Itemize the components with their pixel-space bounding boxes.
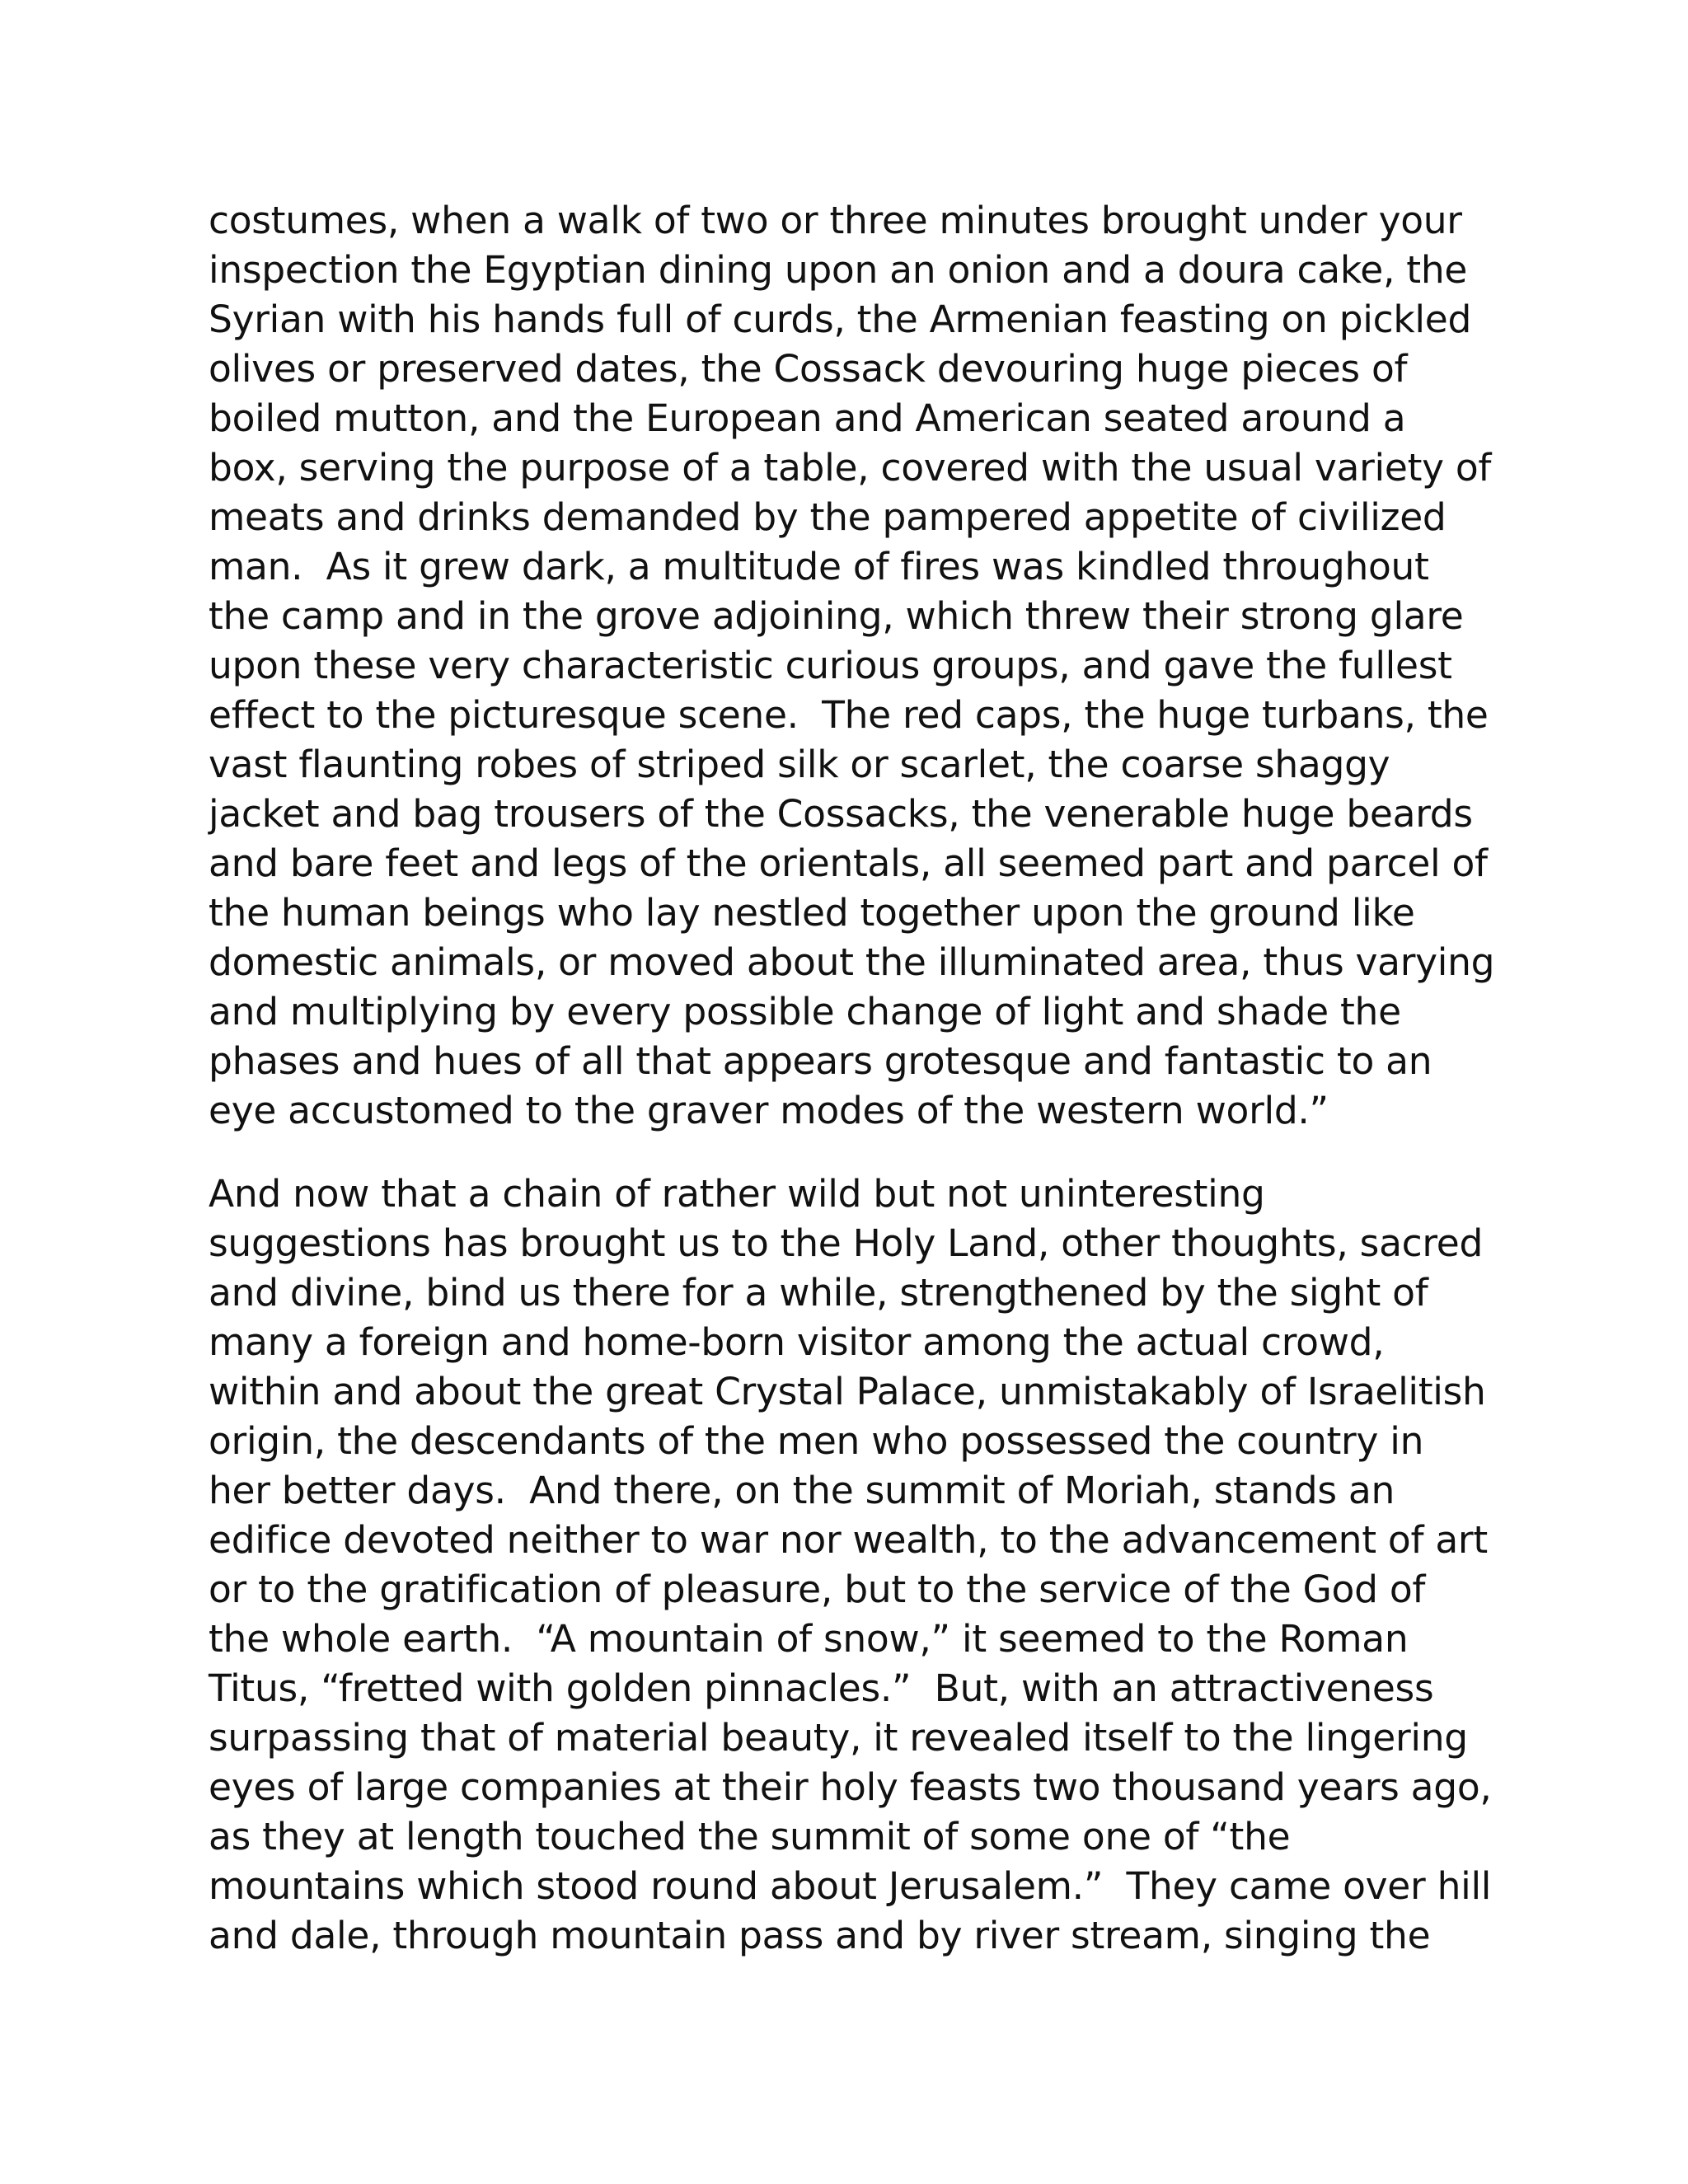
text-line: many a foreign and home-born visitor among the actual crowd,: [209, 1320, 1385, 1364]
paragraph-2: [209, 1169, 1492, 1961]
text-line: or to the gratification of pleasure, but to the service of the God of: [209, 1568, 1426, 1611]
text-line: the camp and in the grove adjoining, which threw their strong glare: [209, 594, 1464, 638]
text-line: inspection the Egyptian dining upon an onion and a doura cake, the: [209, 248, 1468, 292]
body-text: [209, 196, 1495, 1961]
text-line: Titus, “fretted with golden pinnacles.” But, with an attractiveness: [209, 1666, 1434, 1710]
text-line: effect to the picturesque scene. The red caps, the huge turbans, the: [209, 693, 1489, 737]
text-line: as they at length touched the summit of some one of “the: [209, 1815, 1291, 1858]
text-line: man. As it grew dark, a multitude of fires was kindled throughout: [209, 545, 1429, 588]
text-line: olives or preserved dates, the Cossack devouring huge pieces of: [209, 347, 1408, 391]
text-line: and divine, bind us there for a while, strengthened by the sight of: [209, 1271, 1428, 1315]
text-line: suggestions has brought us to the Holy Land, other thoughts, sacred: [209, 1221, 1484, 1265]
text-line: vast flaunting robes of striped silk or scarlet, the coarse shaggy: [209, 743, 1390, 786]
text-line: meats and drinks demanded by the pampered appetite of civilized: [209, 495, 1447, 539]
text-line: And now that a chain of rather wild but not uninteresting: [209, 1172, 1265, 1216]
text-line: box, serving the purpose of a table, covered with the usual variety of: [209, 446, 1492, 490]
text-line: jacket and bag trousers of the Cossacks, the venerable huge beards: [209, 792, 1473, 836]
text-line: and dale, through mountain pass and by river stream, singing the: [209, 1914, 1431, 1957]
text-line: edifice devoted neither to war nor wealth, to the advancement of art: [209, 1518, 1488, 1562]
text-line: boiled mutton, and the European and American seated around a: [209, 396, 1406, 440]
text-line: phases and hues of all that appears grotesque and fantastic to an: [209, 1039, 1432, 1083]
paragraph-1: [209, 196, 1495, 1136]
text-line: eye accustomed to the graver modes of the western world.”: [209, 1089, 1329, 1132]
text-line: Syrian with his hands full of curds, the Armenian feasting on pickled: [209, 298, 1472, 341]
text-line: costumes, when a walk of two or three minutes brought under your: [209, 199, 1462, 242]
text-line: the human beings who lay nestled together upon the ground like: [209, 891, 1415, 935]
text-line: her better days. And there, on the summit of Moriah, stands an: [209, 1469, 1395, 1512]
text-line: and multiplying by every possible change of light and shade the: [209, 990, 1401, 1033]
text-line: the whole earth. “A mountain of snow,” it seemed to the Roman: [209, 1617, 1409, 1661]
text-line: mountains which stood round about Jerusalem.” They came over hill: [209, 1864, 1492, 1908]
text-line: within and about the great Crystal Palace, unmistakably of Israelitish: [209, 1370, 1486, 1413]
text-line: eyes of large companies at their holy feasts two thousand years ago,: [209, 1765, 1492, 1809]
text-line: origin, the descendants of the men who possessed the country in: [209, 1419, 1424, 1463]
paragraph-spacer: [209, 1136, 1482, 1169]
text-line: surpassing that of material beauty, it revealed itself to the lingering: [209, 1716, 1468, 1760]
text-line: upon these very characteristic curious groups, and gave the fullest: [209, 644, 1452, 687]
text-line: and bare feet and legs of the orientals, all seemed part and parcel of: [209, 841, 1488, 885]
text-line: domestic animals, or moved about the illuminated area, thus varying: [209, 940, 1495, 984]
